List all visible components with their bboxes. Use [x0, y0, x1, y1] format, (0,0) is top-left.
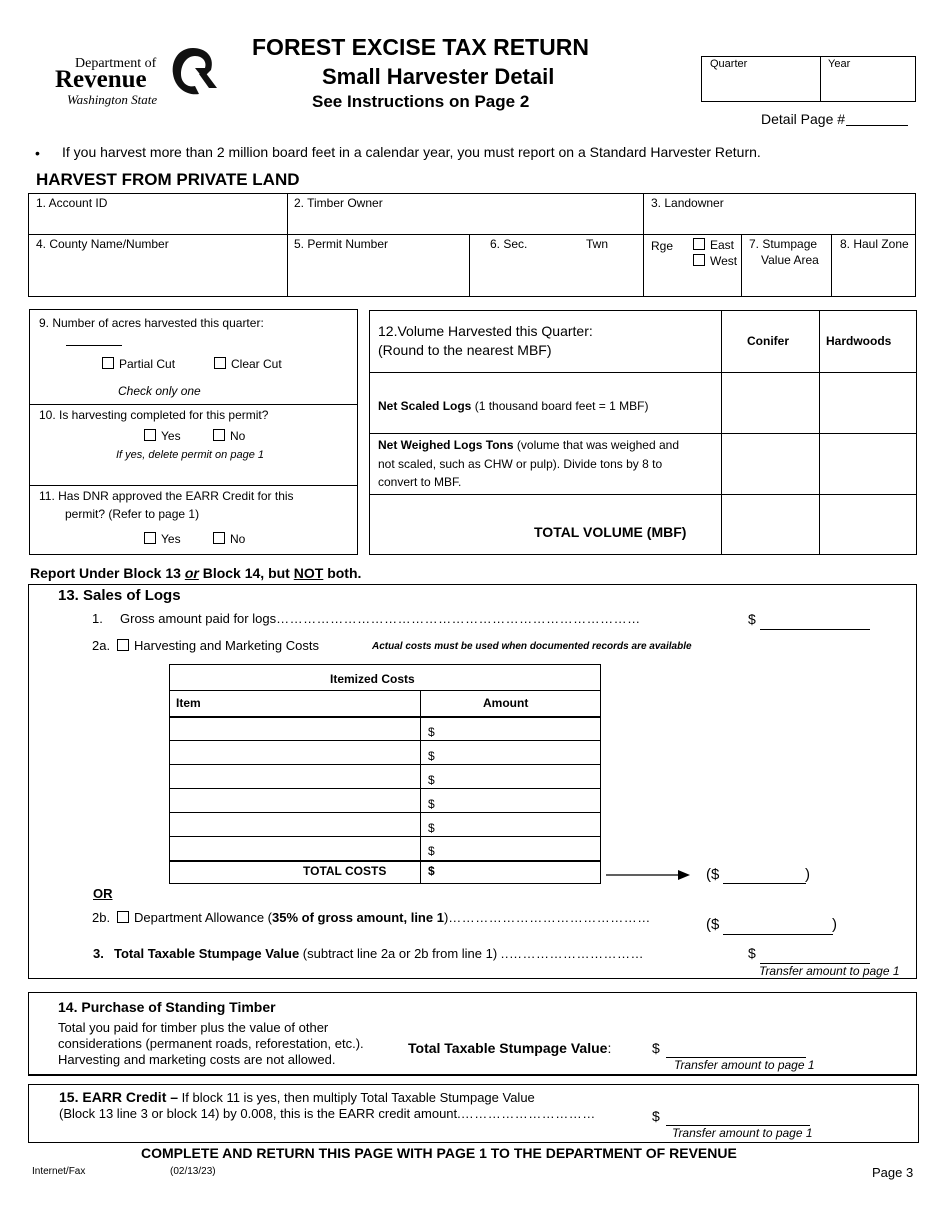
block11-no-checkbox[interactable]	[213, 532, 225, 544]
west-label: West	[710, 254, 738, 268]
total-costs-dollar: $	[428, 864, 435, 878]
logo-revenue-text: Revenue	[55, 66, 147, 93]
net-weighed-hardwoods-field[interactable]	[820, 434, 915, 493]
line3-text	[114, 946, 684, 961]
haul-zone-label: 8. Haul Zone	[840, 237, 909, 251]
block15-text-1: If block 11 is yes, then multiply Total Taxable Stumpage Value	[178, 1090, 535, 1105]
cost-row-6-dollar: $	[428, 844, 435, 858]
block14-value-field[interactable]	[666, 1040, 806, 1058]
west-checkbox[interactable]	[693, 254, 705, 266]
line2b-bold: 35% of gross amount, line 1	[272, 910, 444, 925]
cost-row-1-dollar: $	[428, 725, 435, 739]
line2b-paren-close: )	[832, 916, 837, 933]
block10-no-checkbox[interactable]	[213, 429, 225, 441]
net-weighed-label	[378, 436, 679, 492]
line1-text-label: Gross amount paid for logs	[120, 611, 277, 626]
block15-dollar: $	[652, 1108, 660, 1124]
clear-cut-option[interactable]	[214, 357, 282, 371]
clear-cut-checkbox[interactable]	[214, 357, 226, 369]
check-only-one-note: Check only one	[118, 384, 201, 398]
line2a-note: Actual costs must be used when documented records are available	[372, 641, 692, 652]
report-under-note	[30, 565, 361, 581]
total-volume-label: TOTAL VOLUME (MBF)	[534, 524, 687, 540]
block9-label: 9. Number of acres harvested this quarter:	[39, 316, 264, 330]
line2b-num: 2b.	[92, 910, 111, 925]
blocks-9-11	[29, 309, 358, 555]
notice-text: If you harvest more than 2 million board feet in a calendar year, you must report on a Standard Harvester Return.	[62, 144, 761, 160]
cost-row-3-dollar: $	[428, 773, 435, 787]
line2b-dots: ………………………………………	[448, 910, 651, 925]
year-field[interactable]	[821, 70, 915, 101]
timber-owner-label: 2. Timber Owner	[294, 196, 383, 210]
line3-dots: ..…………………………	[500, 946, 645, 961]
line1-dollar: $	[748, 611, 756, 627]
block15-dots: …………………………	[460, 1106, 596, 1121]
cost-row-6-amount-field[interactable]	[438, 837, 599, 859]
net-scaled-label	[378, 399, 648, 413]
logo-state-text: Washington State	[67, 92, 158, 107]
footer-internet: Internet/Fax	[32, 1166, 86, 1177]
total-costs-paren-open: ($	[706, 866, 720, 883]
footer-page: Page 3	[872, 1165, 914, 1180]
line2a-option[interactable]	[117, 638, 319, 653]
block13-transfer-note: Transfer amount to page 1	[759, 964, 900, 978]
harvesting-costs-checkbox[interactable]	[117, 639, 129, 651]
report-under-post: both.	[323, 565, 362, 581]
or-label: OR	[93, 886, 113, 901]
block12-title-2: (Round to the nearest MBF)	[378, 342, 552, 358]
line1-dots: ………………………………………………………………………	[276, 611, 641, 626]
cost-row-2-amount-field[interactable]	[438, 741, 599, 763]
account-id-label: 1. Account ID	[36, 196, 108, 210]
report-under-pre: Report Under Block 13	[30, 565, 185, 581]
total-taxable-stumpage-field[interactable]	[760, 946, 870, 964]
block15-transfer-note: Transfer amount to page 1	[672, 1126, 813, 1140]
block11-yes-option[interactable]	[144, 532, 181, 546]
line2b-option[interactable]	[117, 910, 687, 925]
report-under-or: or	[184, 565, 199, 581]
county-field[interactable]	[30, 260, 284, 294]
net-weighed-rest2: not scaled, such as CHW or pulp). Divide tons by 8 to	[378, 456, 663, 471]
total-volume-conifer-field[interactable]	[722, 495, 818, 553]
quarter-field[interactable]	[702, 70, 819, 101]
block14-value-label	[408, 1040, 611, 1056]
west-option[interactable]	[693, 254, 737, 268]
partial-cut-checkbox[interactable]	[102, 357, 114, 369]
net-scaled-hardwoods-field[interactable]	[820, 373, 915, 432]
cost-row-2-dollar: $	[428, 749, 435, 763]
arrow-right-icon	[606, 868, 690, 882]
total-costs-label: TOTAL COSTS	[303, 864, 387, 878]
rge-label: Rge	[651, 239, 674, 253]
sec-field[interactable]	[471, 260, 551, 294]
cost-row-1-amount-field[interactable]	[438, 717, 599, 739]
block11-no-option[interactable]	[213, 532, 245, 546]
dor-logo	[55, 44, 220, 108]
block15-line-2	[59, 1106, 634, 1121]
quarter-label: Quarter	[710, 58, 748, 70]
line2a-num: 2a.	[92, 638, 111, 653]
gross-amount-field[interactable]	[760, 612, 870, 630]
permit-label: 5. Permit Number	[294, 237, 389, 251]
cost-row-4-dollar: $	[428, 797, 435, 811]
net-weighed-conifer-field[interactable]	[722, 434, 818, 493]
partial-cut-option[interactable]	[102, 357, 175, 371]
cost-row-4-item-field[interactable]	[171, 789, 418, 811]
net-scaled-bold: Net Scaled Logs	[378, 399, 472, 413]
form-subtitle: Small Harvester Detail	[322, 64, 555, 89]
conifer-header: Conifer	[747, 334, 789, 348]
block11-yes-label: Yes	[161, 532, 181, 546]
cost-row-5-dollar: $	[428, 821, 435, 835]
cost-row-6-item-field[interactable]	[171, 837, 418, 859]
detail-page-label: Detail Page #	[761, 111, 846, 127]
cost-row-4-amount-field[interactable]	[438, 789, 599, 811]
block15-line-1	[59, 1089, 535, 1105]
form-title: FOREST EXCISE TAX RETURN	[252, 34, 589, 60]
block13-title: 13. Sales of Logs	[58, 587, 181, 604]
block10-no-option[interactable]	[213, 429, 245, 443]
earr-credit-field[interactable]	[666, 1108, 810, 1126]
line2b-post: )	[443, 910, 449, 925]
year-label: Year	[828, 58, 851, 70]
line2b-pre: Department Allowance (	[134, 910, 273, 925]
block14-colon: :	[607, 1040, 612, 1056]
section-title: HARVEST FROM PRIVATE LAND	[36, 170, 300, 189]
east-option[interactable]	[693, 238, 734, 252]
total-costs-amount-field[interactable]	[438, 861, 599, 882]
block15-text-2: (Block 13 line 3 or block 14) by 0.008, this is the EARR credit amount.	[59, 1106, 461, 1121]
line3-rest: (subtract line 2a or 2b from line 1)	[299, 946, 501, 961]
itemized-costs-title: Itemized Costs	[330, 672, 415, 686]
instructions-note: See Instructions on Page 2	[312, 92, 530, 111]
cost-row-1-item-field[interactable]	[171, 717, 418, 739]
block14-text-3: Harvesting and marketing costs are not allowed.	[58, 1052, 336, 1067]
haul-zone-field[interactable]	[833, 260, 914, 294]
detail-page-field[interactable]	[846, 111, 908, 126]
twn-label: Twn	[586, 237, 609, 251]
hardwoods-header: Hardwoods	[826, 334, 892, 348]
east-checkbox[interactable]	[693, 238, 705, 250]
cost-row-3-amount-field[interactable]	[438, 765, 599, 787]
total-costs-carry-field[interactable]	[723, 866, 806, 884]
bullet-icon: •	[35, 145, 40, 161]
block12-title-1: 12.Volume Harvested this Quarter:	[378, 323, 593, 339]
report-under-mid: Block 14, but	[198, 565, 294, 581]
line1-num: 1.	[92, 611, 103, 626]
department-allowance-checkbox[interactable]	[117, 911, 129, 923]
stumpage-field[interactable]	[743, 270, 829, 294]
line2b-paren-open: ($	[706, 916, 720, 933]
block14-value-bold: Total Taxable Stumpage Value	[408, 1040, 608, 1056]
sec-label: 6. Sec.	[490, 237, 528, 251]
line3-dollar: $	[748, 945, 756, 961]
line3-bold: Total Taxable Stumpage Value	[114, 946, 300, 961]
footer-date: (02/13/23)	[170, 1166, 216, 1177]
line3-num: 3.	[93, 946, 104, 961]
twn-field[interactable]	[555, 260, 641, 294]
block11-label-1: 11. Has DNR approved the EARR Credit for this	[39, 489, 294, 503]
block14-title: 14. Purchase of Standing Timber	[58, 999, 276, 1015]
block15-title: 15. EARR Credit –	[59, 1089, 179, 1105]
report-under-not: NOT	[293, 565, 324, 581]
line1-text	[120, 611, 680, 626]
block11-no-label: No	[230, 532, 246, 546]
block14-transfer-note: Transfer amount to page 1	[674, 1058, 815, 1072]
cost-row-2-item-field[interactable]	[171, 741, 418, 763]
block11-yes-checkbox[interactable]	[144, 532, 156, 544]
block11-label-2: permit? (Refer to page 1)	[65, 507, 200, 521]
net-weighed-bold: Net Weighed Logs Tons	[378, 438, 514, 452]
item-col-header: Item	[176, 696, 201, 710]
logo-dept-text: Department of	[75, 56, 157, 71]
east-label: East	[710, 238, 735, 252]
timber-owner-field[interactable]	[289, 212, 641, 232]
stumpage-label-2: Value Area	[761, 253, 819, 267]
block10-no-label: No	[230, 429, 246, 443]
total-costs-paren-close: )	[805, 866, 810, 883]
clear-cut-label: Clear Cut	[231, 357, 282, 371]
net-weighed-rest3: convert to MBF.	[378, 475, 462, 489]
block14-text-1: Total you paid for timber plus the value of other	[58, 1020, 329, 1035]
cost-row-5-amount-field[interactable]	[438, 813, 599, 835]
landowner-label: 3. Landowner	[651, 196, 724, 210]
net-scaled-conifer-field[interactable]	[722, 373, 818, 432]
net-scaled-rest: (1 thousand board feet = 1 MBF)	[471, 399, 649, 413]
block10-yes-label: Yes	[161, 429, 181, 443]
line2a-label: Harvesting and Marketing Costs	[134, 638, 319, 653]
footer-complete-note: COMPLETE AND RETURN THIS PAGE WITH PAGE 1 TO THE DEPARTMENT OF REVENUE	[141, 1145, 737, 1161]
partial-cut-label: Partial Cut	[119, 357, 176, 371]
total-volume-hardwoods-field[interactable]	[820, 495, 915, 553]
amount-col-header: Amount	[483, 696, 529, 710]
department-allowance-field[interactable]	[723, 916, 833, 935]
block10-note: If yes, delete permit on page 1	[116, 449, 264, 461]
landowner-field[interactable]	[645, 212, 914, 232]
block10-label: 10. Is harvesting completed for this permit?	[39, 408, 269, 422]
permit-field[interactable]	[289, 260, 467, 294]
block10-yes-option[interactable]	[144, 429, 181, 443]
stumpage-label-1: 7. Stumpage	[749, 237, 818, 251]
block14-text-2: considerations (permanent roads, reforestation, etc.).	[58, 1036, 364, 1051]
net-weighed-rest1: (volume that was weighed and	[513, 438, 679, 452]
county-label: 4. County Name/Number	[36, 237, 169, 251]
cost-row-5-item-field[interactable]	[171, 813, 418, 835]
block14-dollar: $	[652, 1040, 660, 1056]
acres-field[interactable]	[66, 332, 122, 346]
logo-emblem-icon	[165, 44, 221, 100]
account-id-field[interactable]	[30, 212, 284, 232]
block10-yes-checkbox[interactable]	[144, 429, 156, 441]
cost-row-3-item-field[interactable]	[171, 765, 418, 787]
